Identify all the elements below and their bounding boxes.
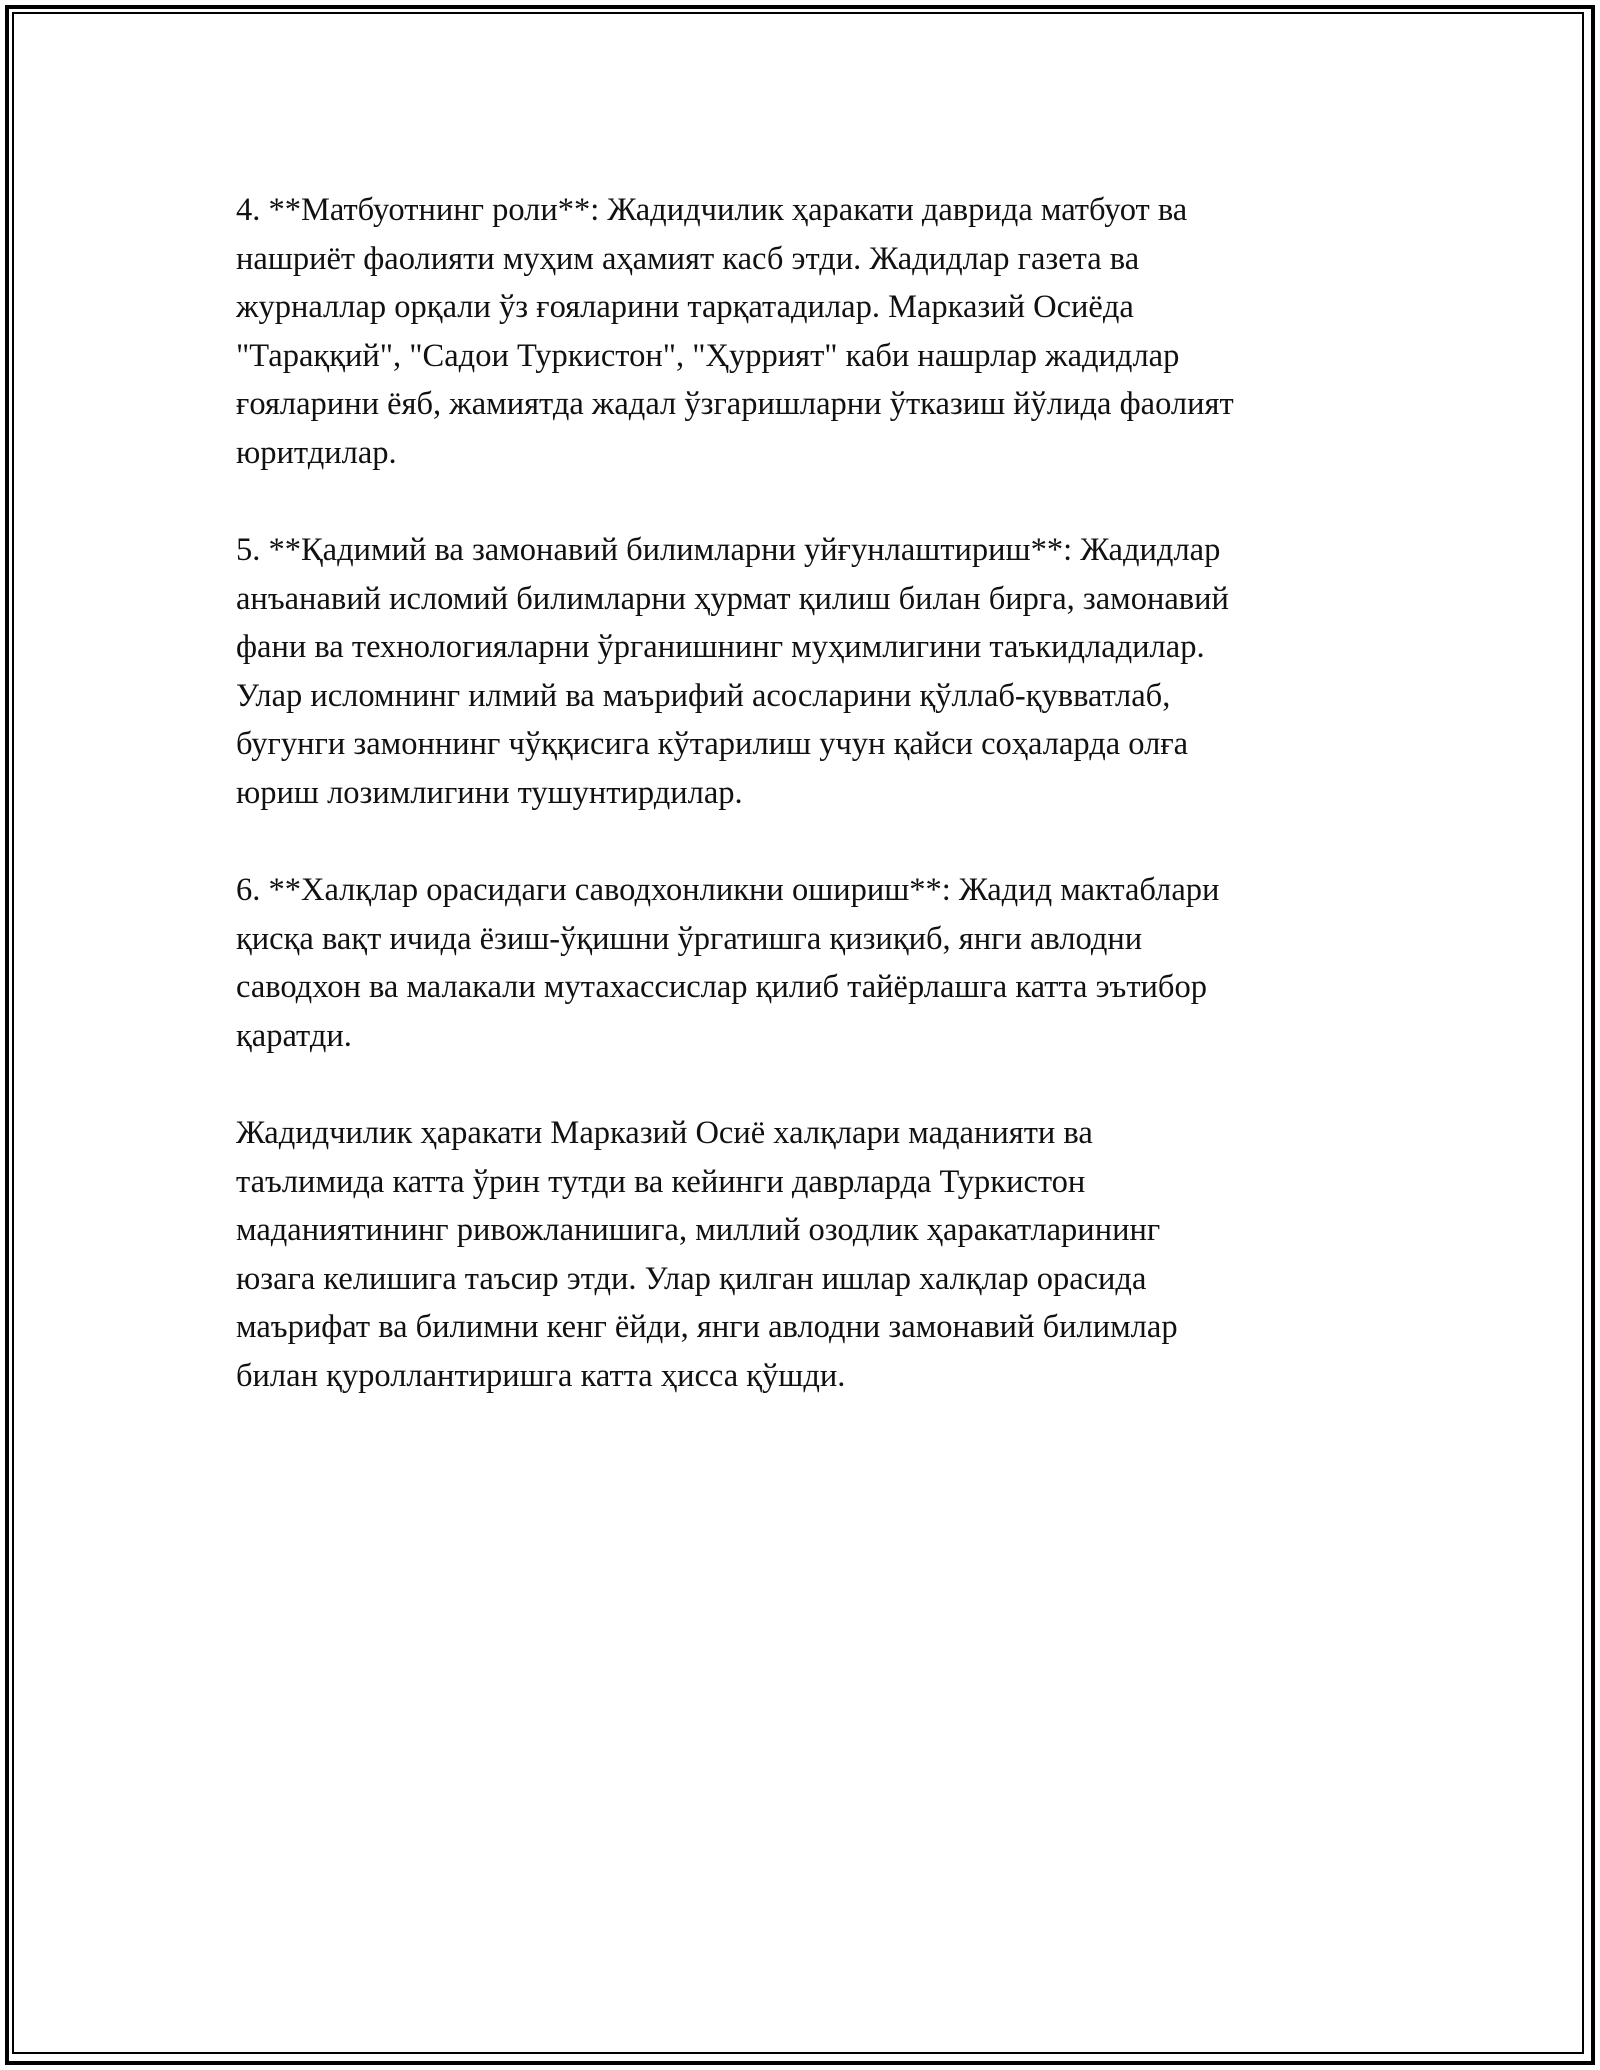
- paragraph-point-6: 6. **Халқлар орасидаги саводхонликни ошириш**: Жадид мактаблари қисқа вақт ичида ёзиш-ўқишни ўргатишга қизиқиб, янги авлодни саводхон ва малакали мутахассислар қилиб тайёрлашга катта эътибор қаратди.: [236, 872, 1220, 1054]
- paragraph-conclusion: Жадидчилик ҳаракати Марказий Осиё халқлари маданияти ва таълимида катта ўрин тутди ва кейинги даврларда Туркистон маданиятининг ривожланишига, миллий озодлик ҳаракатларининг юзага келишига таъсир этди. Улар қилган ишлар халқлар орасида маърифат ва билимни кенг ёйди, янги авлодни замонавий билимлар билан қуроллантиришга катта ҳисса қўшди.: [236, 1115, 1178, 1394]
- paragraph-point-4: 4. **Матбуотнинг роли**: Жадидчилик ҳаракати даврида матбуот ва нашриёт фаолияти муҳим аҳамият касб этди. Жадидлар газета ва журналлар орқали ўз ғояларини тарқатадилар. Марказий Осиёда "Тараққий", "Садои Туркистон", "Ҳуррият" каби нашрлар жадидлар ғояларини ёяб, жамиятда жадал ўзгаришларни ўтказиш йўлида фаолият юритдилар.: [236, 192, 1234, 471]
- document-body: [236, 186, 1376, 1449]
- paragraph-point-5: 5. **Қадимий ва замонавий билимларни уйғунлаштириш**: Жадидлар анъанавий исломий билимларни ҳурмат қилиш билан бирга, замонавий фани ва технологияларни ўрганишнинг муҳимлигини таъкидладилар. Улар исломнинг илмий ва маърифий асосларини қўллаб-қувватлаб, бугунги замоннинг чўққисига кўтарилиш учун қайси соҳаларда олға юриш лозимлигини тушунтирдилар.: [236, 532, 1229, 811]
